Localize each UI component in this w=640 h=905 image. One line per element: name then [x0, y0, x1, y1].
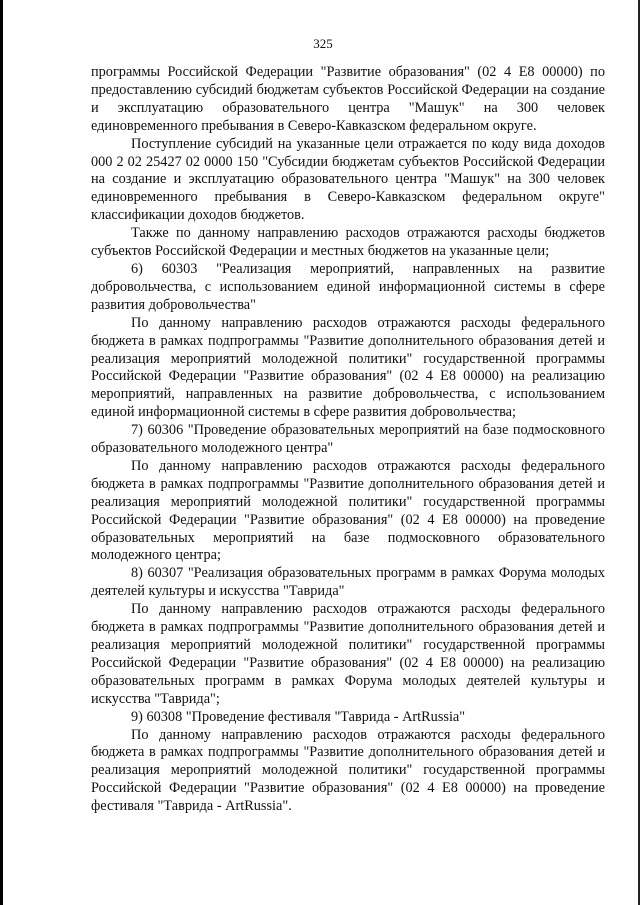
paragraph-8: 8) 60307 "Реализация образовательных программ в рамках Форума молодых деятелей культуры и искусства "Таврида"	[91, 565, 605, 600]
page-number: 325	[313, 36, 333, 51]
document-body	[91, 64, 605, 816]
paragraph-11: По данному направлению расходов отражаются расходы федерального бюджета в рамках подпрограммы "Развитие дополнительного образования детей и реализация мероприятий молодежной политики" государственной программы Российской Федерации "Развитие образования" (02 4 Е8 00000) на проведение фестиваля "Таврида - ArtRussia".	[91, 726, 605, 815]
paragraph-2: Поступление субсидий на указанные цели отражается по коду вида доходов 000 2 02 25427 02 0000 150 "Субсидии бюджетам субъектов Российской Федерации на создание и эксплуатацию образовательного центра "Машук" на 300 человек единовременного пребывания в Северо-Кавказском федеральном округе" классификации доходов бюджетов.	[91, 135, 605, 224]
paragraph-6: 7) 60306 "Проведение образовательных мероприятий на базе подмосковного образовательного молодежного центра"	[91, 422, 605, 457]
paragraph-5: По данному направлению расходов отражаются расходы федерального бюджета в рамках подпрограммы "Развитие дополнительного образования детей и реализация мероприятий молодежной политики" государственной программы Российской Федерации "Развитие образования" (02 4 Е8 00000) на реализацию мероприятий, направленных на развитие добровольчества, с использованием единой информационной системы в сфере развития добровольчества;	[91, 314, 605, 421]
paragraph-1: программы Российской Федерации "Развитие образования" (02 4 Е8 00000) по предоставлению субсидий бюджетам субъектов Российской Федерации на создание и эксплуатацию образовательного центра "Машук" на 300 человек единовременного пребывания в Северо-Кавказском федеральном округе.	[91, 64, 605, 134]
paragraph-10: 9) 60308 "Проведение фестиваля "Таврида - ArtRussia"	[131, 708, 466, 725]
paragraph-4: 6) 60303 "Реализация мероприятий, направленных на развитие добровольчества, с использованием единой информационной системы в сфере развития добровольчества"	[91, 260, 605, 313]
paragraph-7: По данному направлению расходов отражаются расходы федерального бюджета в рамках подпрограммы "Развитие дополнительного образования детей и реализация мероприятий молодежной политики" государственной программы Российской Федерации "Развитие образования" (02 4 Е8 00000) на проведение образовательных мероприятий на базе подмосковного образовательного молодежного центра;	[91, 457, 605, 564]
paragraph-3: Также по данному направлению расходов отражаются расходы бюджетов субъектов Российской Федерации и местных бюджетов на указанные цели;	[91, 225, 605, 260]
paragraph-9: По данному направлению расходов отражаются расходы федерального бюджета в рамках подпрограммы "Развитие дополнительного образования детей и реализация мероприятий молодежной политики" государственной программы Российской Федерации "Развитие образования" (02 4 Е8 00000) на реализацию образовательных программ в рамках Форума молодых деятелей культуры и искусства "Таврида";	[91, 601, 605, 707]
